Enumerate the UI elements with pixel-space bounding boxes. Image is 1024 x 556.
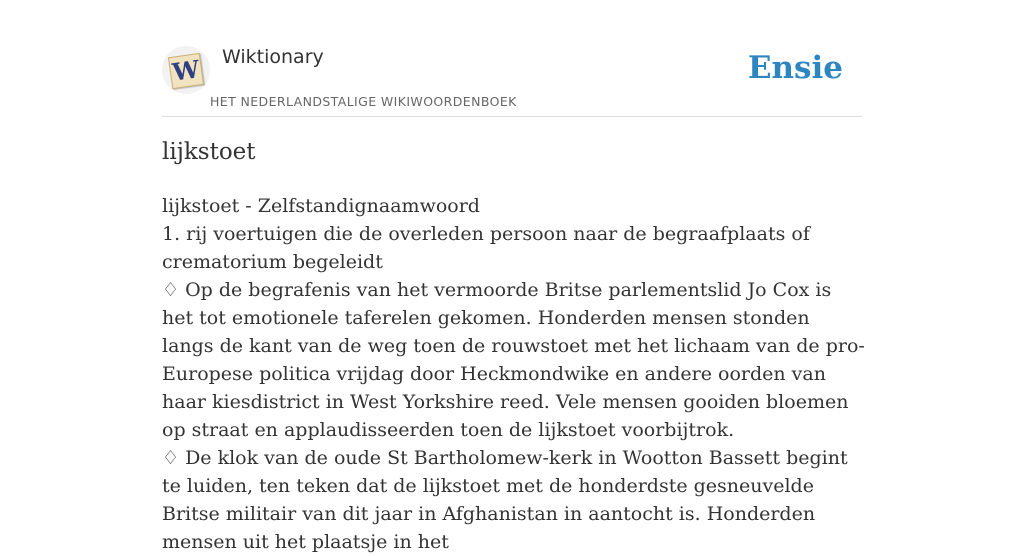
site-header <box>162 40 862 117</box>
wiktionary-logo-icon[interactable] <box>162 46 210 94</box>
definition: 1. rij voertuigen die de overleden persoon naar de begraafplaats of crematorium begeleidt <box>162 223 810 273</box>
site-subtitle: HET NEDERLANDSTALIGE WIKIWOORDENBOEK <box>210 94 517 109</box>
page-title: lijkstoet <box>162 139 256 165</box>
site-name[interactable]: Wiktionary <box>222 46 324 68</box>
example-sentence: ♢ Op de begrafenis van het vermoorde Britse parlementslid Jo Cox is het tot emotionele taferelen gekomen. Honderden mensen stonden langs de kant van de weg toen de rouwstoet met het lichaam van de pro-Europese politica vrijdag door Heckmondwike en andere oorden van haar kiesdistrict in West Yorkshire reed. Vele mensen gooiden bloemen op straat en applaudisseerden toen de lijkstoet voorbijtrok. <box>162 279 865 441</box>
entry-content <box>162 192 866 556</box>
example-sentence: ♢ De klok van de oude St Bartholomew-kerk in Wootton Bassett begint te luiden, ten teken dat de lijkstoet met de honderdste gesneuvelde Britse militair van dit jaar in Afghanistan in aantocht is. Honderden mensen uit het plaatsje in het <box>162 447 848 553</box>
logo-letter: W <box>168 53 204 89</box>
ensie-brand-logo[interactable]: Ensie <box>747 50 843 86</box>
entry-heading: lijkstoet - Zelfstandignaamwoord <box>162 195 480 217</box>
